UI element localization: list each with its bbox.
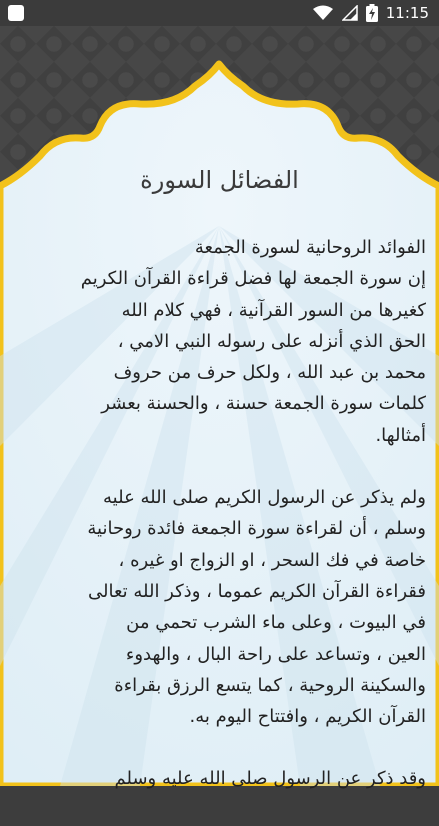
clock-time: 11:15	[385, 4, 429, 22]
paragraph: الفوائد الروحانية لسورة الجمعة إن سورة الجمعة لها فضل قراءة القرآن الكريم كغيرها من السور القرآنية ، فهي كلام الله الحق الذي أنزله على رسوله النبي الامي ، محمد بن عبد الله ، ولكل حرف من حروف كلمات سورة الجمعة حسنة ، والحسنة بعشر أمثالها.	[80, 237, 426, 446]
paragraph: ولم يذكر عن الرسول الكريم صلى الله عليه وسلم ، أن لقراءة سورة الجمعة فائدة روحانية خاصة في فك السحر ، او الزواج او غيره ، فقراءة القرآن الكريم عموما ، وذكر الله تعالى في البيوت ، وعلى ماء الشرب تحمي من العين ، وتساعد على راحة البال ، والهدوء والسكينة الروحية ، كما يتسع الرزق بقراءة القرآن الكريم ، وافتتاح اليوم به.	[87, 487, 426, 728]
article-content	[16, 232, 426, 826]
page-title: الفضائل السورة	[140, 166, 299, 194]
signal-icon	[342, 5, 358, 21]
status-icons	[312, 3, 429, 23]
notification-icon	[8, 5, 24, 21]
wifi-icon	[312, 5, 334, 21]
status-bar	[0, 0, 439, 26]
battery-charging-icon	[366, 4, 378, 22]
paragraph: وقد ذكر عن الرسول صلى الله عليه وسلم	[114, 768, 426, 790]
